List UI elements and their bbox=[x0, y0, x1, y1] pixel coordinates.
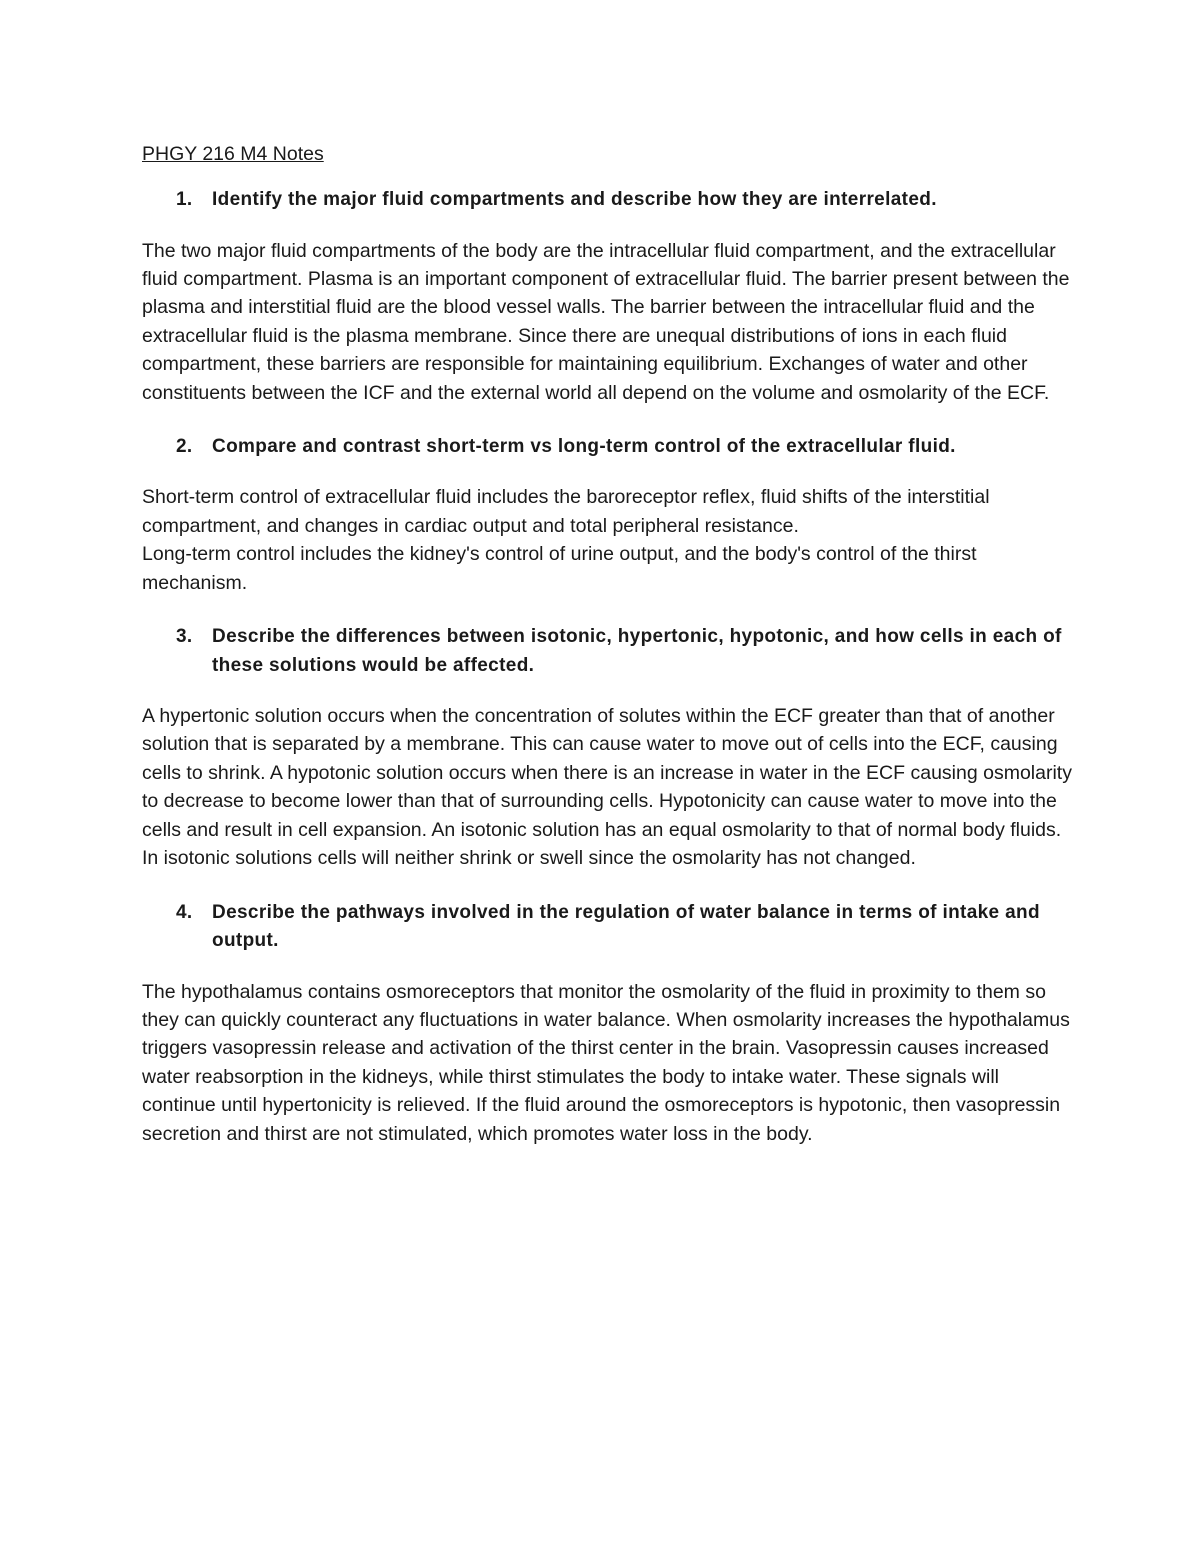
question-number: 4. bbox=[176, 901, 193, 923]
question-2 bbox=[142, 433, 1072, 462]
question-number: 1. bbox=[176, 189, 193, 210]
question-number: 3. bbox=[176, 626, 193, 648]
question-text: Describe the pathways involved in the regulation of water balance in terms of intake and output. bbox=[212, 901, 1040, 951]
answer-3: A hypertonic solution occurs when the concentration of solutes within the ECF greater than that of another solution that is separated by a membrane. This can cause water to move out of cells into the ECF, causing cells to shrink. A hypotonic solution occurs when there is an increase in water in the ECF causing osmolarity to decrease to become lower than that of surrounding cells. Hypotonicity can cause water to move into the cells and result in cell expansion. An isotonic solution has an equal osmolarity to that of normal body fluids. In isotonic solutions cells will neither shrink or swell since the osmolarity has not changed. bbox=[142, 705, 1072, 870]
question-number: 2. bbox=[176, 435, 193, 457]
question-4 bbox=[142, 899, 1072, 956]
question-text: Identify the major fluid compartments and describe how they are interrelated. bbox=[212, 189, 937, 210]
question-text: Compare and contrast short-term vs long-term control of the extracellular fluid. bbox=[212, 435, 956, 457]
answer-4: The hypothalamus contains osmoreceptors that monitor the osmolarity of the fluid in proximity to them so they can quickly counteract any fluctuations in water balance. When osmolarity increases the hypothalamus triggers vasopressin release and activation of the thirst center in the brain. Vasopressin causes increased water reabsorption in the kidneys, while thirst stimulates the body to intake water. These signals will continue until hypertonicity is relieved. If the fluid around the osmoreceptors is hypotonic, then vasopressin secretion and thirst are not stimulated, which promotes water loss in the body. bbox=[142, 980, 1070, 1145]
answer-2: Short-term control of extracellular fluid includes the baroreceptor reflex, fluid shifts of the interstitial compartment, and changes in cardiac output and total peripheral resistance. Long-term control includes the kidney's control of urine output, and the body's control of the thirst mechanism. bbox=[142, 486, 990, 594]
question-1 bbox=[142, 186, 1072, 215]
document-title: PHGY 216 M4 Notes bbox=[142, 143, 324, 165]
question-3 bbox=[142, 623, 1072, 680]
question-text: Describe the differences between isotonic, hypertonic, hypotonic, and how cells in each of these solutions would be affected. bbox=[212, 626, 1062, 676]
answer-1: The two major fluid compartments of the body are the intracellular fluid compartment, and the extracellular fluid compartment. Plasma is an important component of extracellular fluid. The barrier present between the plasma and interstitial fluid are the blood vessel walls. The barrier between the intracellular fluid and the extracellular fluid is the plasma membrane. Since there are unequal distributions of ions in each fluid compartment, these barriers are responsible for maintaining equilibrium. Exchanges of water and other constituents between the ICF and the external world all depend on the volume and osmolarity of the ECF. bbox=[142, 239, 1070, 404]
document-page bbox=[142, 140, 1072, 1174]
